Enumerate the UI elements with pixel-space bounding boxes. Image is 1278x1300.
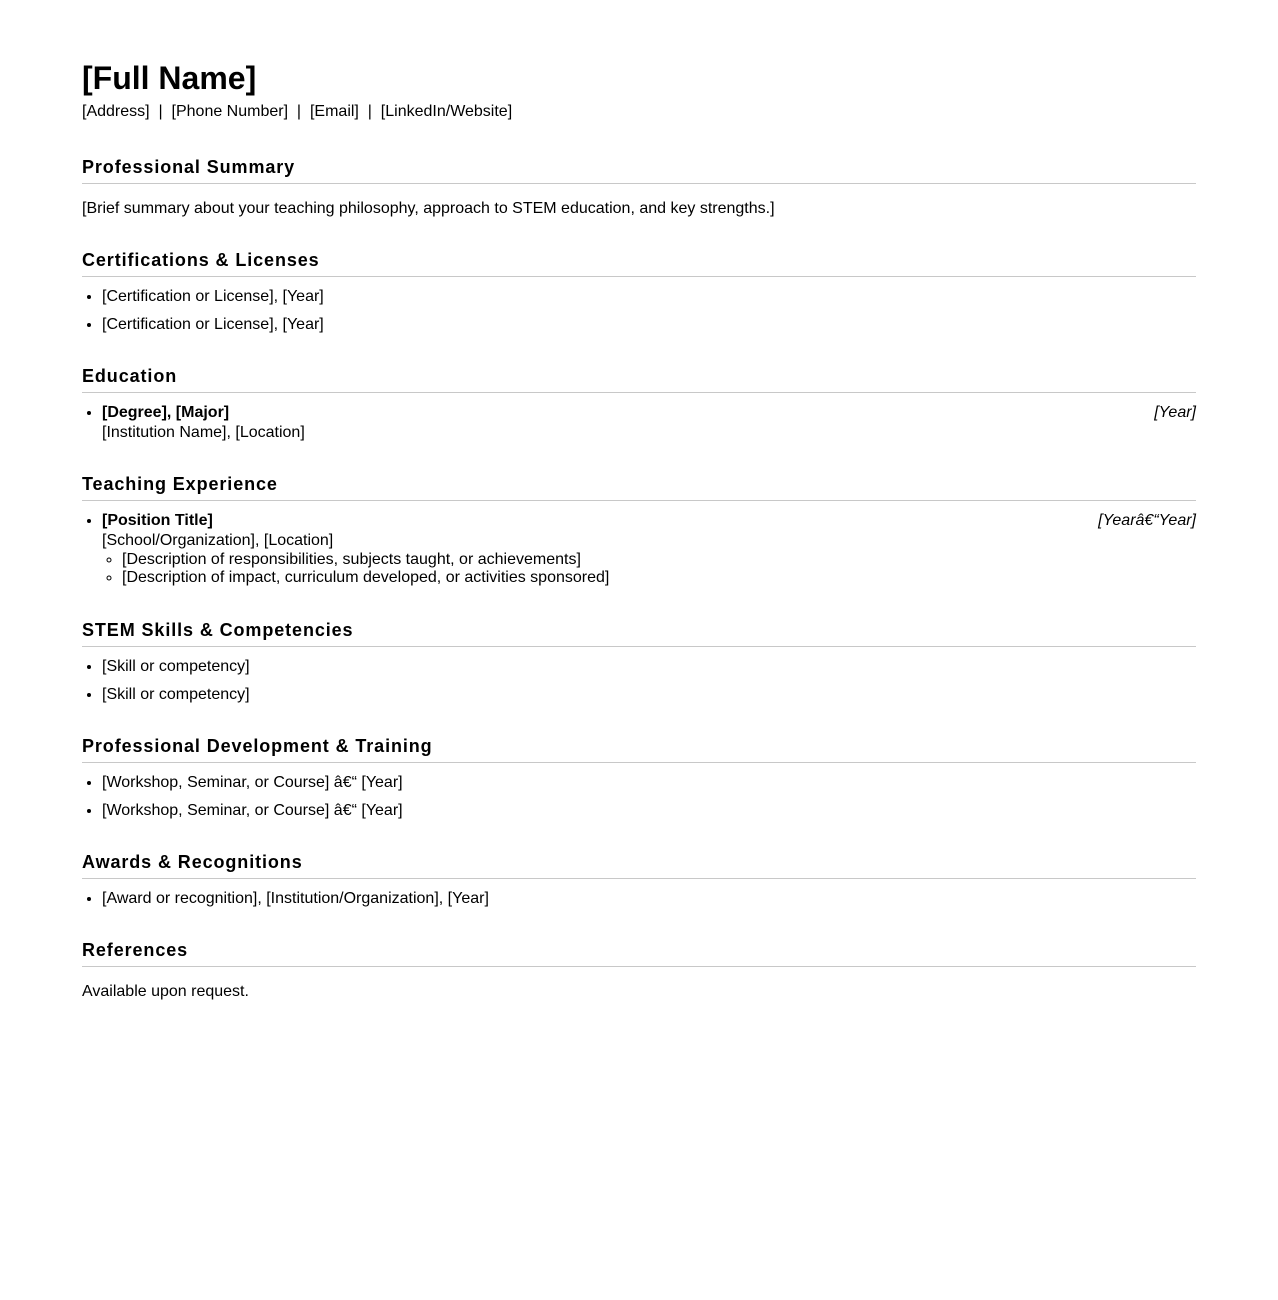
full-name: [Full Name] <box>82 60 257 96</box>
section-certifications <box>82 249 1196 335</box>
section-awards <box>82 851 1196 909</box>
list-item: • [Skill or competency] <box>102 657 1196 677</box>
experience-list <box>82 511 1196 587</box>
list-item: ◦ [Description of responsibilities, subjects taught, or achievements] <box>122 551 1196 569</box>
section-title-summary: Professional Summary <box>82 156 1196 184</box>
section-references <box>82 939 1196 1002</box>
section-experience <box>82 473 1196 587</box>
section-title-certifications: Certifications & Licenses <box>82 249 1196 277</box>
list-item: • [Certification or License], [Year] <box>102 315 1196 335</box>
experience-date: [Yearâ€“Year] <box>1098 512 1196 529</box>
section-education <box>82 365 1196 443</box>
list-item: • [Skill or competency] <box>102 685 1196 705</box>
summary-text: [Brief summary about your teaching philosophy, approach to STEM education, and key strengths.] <box>82 200 775 217</box>
education-entry <box>102 403 1196 443</box>
contact-line: [Address] | [Phone Number] | [Email] | [LinkedIn/Website] <box>82 103 513 120</box>
position-heading: [Position Title] <box>102 512 213 529</box>
skills-list <box>82 657 1196 705</box>
section-title-experience: Teaching Experience <box>82 473 1196 501</box>
section-development <box>82 735 1196 821</box>
list-item: • [Certification or License], [Year] <box>102 287 1196 307</box>
list-item: • [Workshop, Seminar, or Course] â€“ [Year] <box>102 773 1196 793</box>
organization-line: [School/Organization], [Location] <box>102 532 334 549</box>
section-summary <box>82 156 1196 219</box>
section-skills <box>82 619 1196 705</box>
awards-list <box>82 889 1196 909</box>
institution-line: [Institution Name], [Location] <box>102 424 305 441</box>
education-list <box>82 403 1196 443</box>
list-item: ◦ [Description of impact, curriculum developed, or activities sponsored] <box>122 569 1196 587</box>
certifications-list <box>82 287 1196 335</box>
section-title-development: Professional Development & Training <box>82 735 1196 763</box>
education-date: [Year] <box>1154 404 1196 421</box>
section-title-education: Education <box>82 365 1196 393</box>
list-item: • [Workshop, Seminar, or Course] â€“ [Year] <box>102 801 1196 821</box>
experience-details <box>102 551 1196 587</box>
section-title-awards: Awards & Recognitions <box>82 851 1196 879</box>
degree-heading: [Degree], [Major] <box>102 404 230 421</box>
experience-entry <box>102 511 1196 587</box>
section-title-references: References <box>82 939 1196 967</box>
references-text: Available upon request. <box>82 983 249 1000</box>
section-title-skills: STEM Skills & Competencies <box>82 619 1196 647</box>
development-list <box>82 773 1196 821</box>
list-item: • [Award or recognition], [Institution/Organization], [Year] <box>102 889 1196 909</box>
